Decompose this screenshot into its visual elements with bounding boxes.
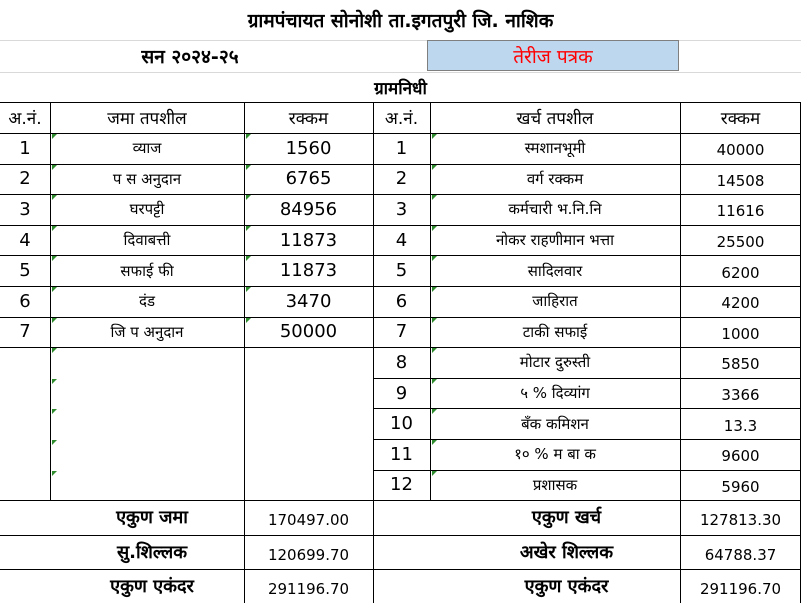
column-header-income-amount: रक्कम bbox=[288, 109, 329, 129]
expense-row-number: 6 bbox=[395, 290, 408, 312]
expense-row-amount: 5850 bbox=[721, 355, 760, 374]
expense-row-number: 4 bbox=[395, 229, 408, 251]
expense-row-desc: सादिलवार bbox=[527, 261, 583, 280]
expense-row-desc: नोकर राहणीमान भत्ता bbox=[495, 231, 615, 250]
expense-row-desc: स्मशानभूमी bbox=[524, 139, 586, 158]
opening-balance-label: सु.शिल्लक bbox=[116, 541, 188, 563]
income-row-number: 7 bbox=[19, 321, 31, 343]
cell-indicator-icon bbox=[432, 287, 437, 292]
income-row-amount: 1560 bbox=[285, 137, 332, 159]
cell-indicator-icon bbox=[246, 195, 251, 200]
expense-row-amount: 13.3 bbox=[723, 416, 758, 435]
closing-balance-label: अखेर शिल्लक bbox=[519, 541, 614, 563]
income-row-number: 6 bbox=[19, 290, 31, 312]
cell-indicator-icon bbox=[432, 226, 437, 231]
income-row-amount: 3470 bbox=[285, 290, 332, 312]
expense-row-number: 11 bbox=[390, 443, 413, 465]
trial-balance-table bbox=[0, 102, 801, 603]
cell-indicator-icon bbox=[52, 440, 57, 445]
column-header-sr-right: अ.नं. bbox=[384, 109, 419, 129]
sheet-name: तेरीज पत्रक bbox=[427, 40, 679, 71]
expense-row-number: 10 bbox=[390, 413, 413, 435]
expense-row-number: 7 bbox=[395, 321, 408, 343]
expense-row-amount: 14508 bbox=[716, 171, 765, 190]
closing-balance-value: 64788.37 bbox=[704, 545, 777, 564]
income-row-desc: दिवाबत्ती bbox=[123, 231, 171, 250]
income-row-number: 2 bbox=[19, 168, 31, 190]
income-total-value: 170497.00 bbox=[267, 511, 350, 530]
column-header-income-desc: जमा तपशील bbox=[107, 109, 187, 129]
grand-total-left-label: एकुण एकंदर bbox=[110, 575, 194, 597]
income-row-amount: 11873 bbox=[279, 229, 338, 251]
cell-indicator-icon bbox=[246, 134, 251, 139]
grid-line bbox=[373, 378, 801, 379]
column-header-expense-amount: रक्कम bbox=[720, 109, 761, 129]
cell-indicator-icon bbox=[432, 440, 437, 445]
grid-line bbox=[430, 102, 431, 500]
expense-row-desc: ५ % दिव्यांग bbox=[520, 384, 590, 403]
grand-total-right-value: 291196.70 bbox=[699, 579, 782, 598]
grid-line bbox=[50, 102, 51, 500]
cell-indicator-icon bbox=[432, 379, 437, 384]
cell-indicator-icon bbox=[432, 348, 437, 353]
income-row-desc: जि प अनुदान bbox=[110, 322, 184, 341]
cell-indicator-icon bbox=[246, 287, 251, 292]
financial-year: सन २०२४-२५ bbox=[141, 46, 239, 68]
cell-indicator-icon bbox=[432, 409, 437, 414]
expense-row-number: 9 bbox=[395, 382, 408, 404]
cell-indicator-icon bbox=[432, 134, 437, 139]
expense-row-desc: १० % म बा क bbox=[514, 445, 596, 464]
expense-row-amount: 11616 bbox=[716, 202, 765, 221]
grid-line bbox=[373, 408, 801, 409]
income-total-label: एकुण जमा bbox=[116, 507, 188, 529]
cell-indicator-icon bbox=[52, 134, 57, 139]
expense-row-number: 12 bbox=[390, 474, 413, 496]
expense-row-desc: बँक कमिशन bbox=[521, 414, 589, 433]
cell-indicator-icon bbox=[52, 256, 57, 261]
grand-total-left-value: 291196.70 bbox=[267, 579, 350, 598]
opening-balance-value: 120699.70 bbox=[267, 545, 350, 564]
expense-row-desc: टाकी सफाई bbox=[522, 322, 588, 341]
cell-indicator-icon bbox=[432, 165, 437, 170]
expense-row-desc: प्रशासक bbox=[532, 475, 578, 494]
grid-line bbox=[373, 102, 374, 603]
expense-row-desc: जाहिरात bbox=[532, 292, 578, 311]
cell-indicator-icon bbox=[246, 226, 251, 231]
expense-row-amount: 6200 bbox=[721, 263, 760, 282]
page-title: ग्रामपंचायत सोनोशी ता.इगतपुरी जि. नाशिक bbox=[247, 10, 554, 32]
expense-row-number: 8 bbox=[395, 351, 408, 373]
cell-indicator-icon bbox=[432, 318, 437, 323]
income-row-desc: व्याज bbox=[132, 139, 162, 158]
year-row bbox=[0, 40, 801, 72]
expense-row-amount: 3366 bbox=[721, 386, 760, 405]
cell-indicator-icon bbox=[52, 287, 57, 292]
cell-indicator-icon bbox=[52, 318, 57, 323]
income-row-amount: 84956 bbox=[279, 198, 338, 220]
income-row-number: 5 bbox=[19, 260, 31, 282]
grid-line bbox=[373, 439, 801, 440]
cell-indicator-icon bbox=[52, 195, 57, 200]
expense-row-amount: 5960 bbox=[721, 477, 760, 496]
income-row-number: 1 bbox=[19, 137, 31, 159]
expense-row-number: 3 bbox=[395, 198, 408, 220]
income-row-amount: 6765 bbox=[285, 168, 332, 190]
income-row-desc: घरपट्टी bbox=[129, 200, 165, 219]
income-row-desc: सफाई फी bbox=[120, 261, 174, 280]
expense-row-amount: 9600 bbox=[721, 447, 760, 466]
expense-row-amount: 25500 bbox=[716, 233, 765, 252]
cell-indicator-icon bbox=[432, 195, 437, 200]
cell-indicator-icon bbox=[246, 165, 251, 170]
expense-row-amount: 40000 bbox=[716, 141, 765, 160]
expense-row-number: 2 bbox=[395, 168, 408, 190]
grid-line bbox=[244, 102, 245, 603]
expense-row-desc: वर्ग रक्कम bbox=[526, 169, 584, 188]
grid-line bbox=[680, 102, 681, 603]
cell-indicator-icon bbox=[246, 318, 251, 323]
expense-row-amount: 4200 bbox=[721, 294, 760, 313]
cell-indicator-icon bbox=[52, 165, 57, 170]
grand-total-right-label: एकुण एकंदर bbox=[524, 575, 609, 597]
fund-row bbox=[0, 72, 801, 102]
cell-indicator-icon bbox=[432, 256, 437, 261]
cell-indicator-icon bbox=[432, 471, 437, 476]
column-header-expense-desc: खर्च तपशील bbox=[516, 109, 594, 129]
expense-total-value: 127813.30 bbox=[699, 511, 782, 530]
income-row-number: 4 bbox=[19, 229, 31, 251]
expense-row-amount: 1000 bbox=[721, 324, 760, 343]
income-row-amount: 11873 bbox=[279, 260, 338, 282]
grid-line bbox=[373, 470, 801, 471]
expense-row-desc: कर्मचारी भ.नि.नि bbox=[508, 200, 602, 219]
expense-total-label: एकुण खर्च bbox=[531, 507, 602, 529]
cell-indicator-icon bbox=[52, 409, 57, 414]
expense-row-desc: मोटार दुरुस्ती bbox=[519, 353, 591, 372]
expense-row-number: 5 bbox=[395, 260, 408, 282]
fund-name: ग्रामनिधी bbox=[374, 78, 427, 99]
income-row-amount: 50000 bbox=[279, 321, 338, 343]
column-header-sr-left: अ.नं. bbox=[8, 109, 42, 129]
cell-indicator-icon bbox=[246, 256, 251, 261]
income-row-number: 3 bbox=[19, 198, 31, 220]
income-row-desc: दंड bbox=[139, 292, 155, 311]
income-row-desc: प स अनुदान bbox=[112, 169, 182, 188]
cell-indicator-icon bbox=[52, 471, 57, 476]
expense-row-number: 1 bbox=[395, 137, 408, 159]
cell-indicator-icon bbox=[52, 348, 57, 353]
cell-indicator-icon bbox=[52, 379, 57, 384]
title-row bbox=[0, 0, 801, 40]
cell-indicator-icon bbox=[52, 226, 57, 231]
